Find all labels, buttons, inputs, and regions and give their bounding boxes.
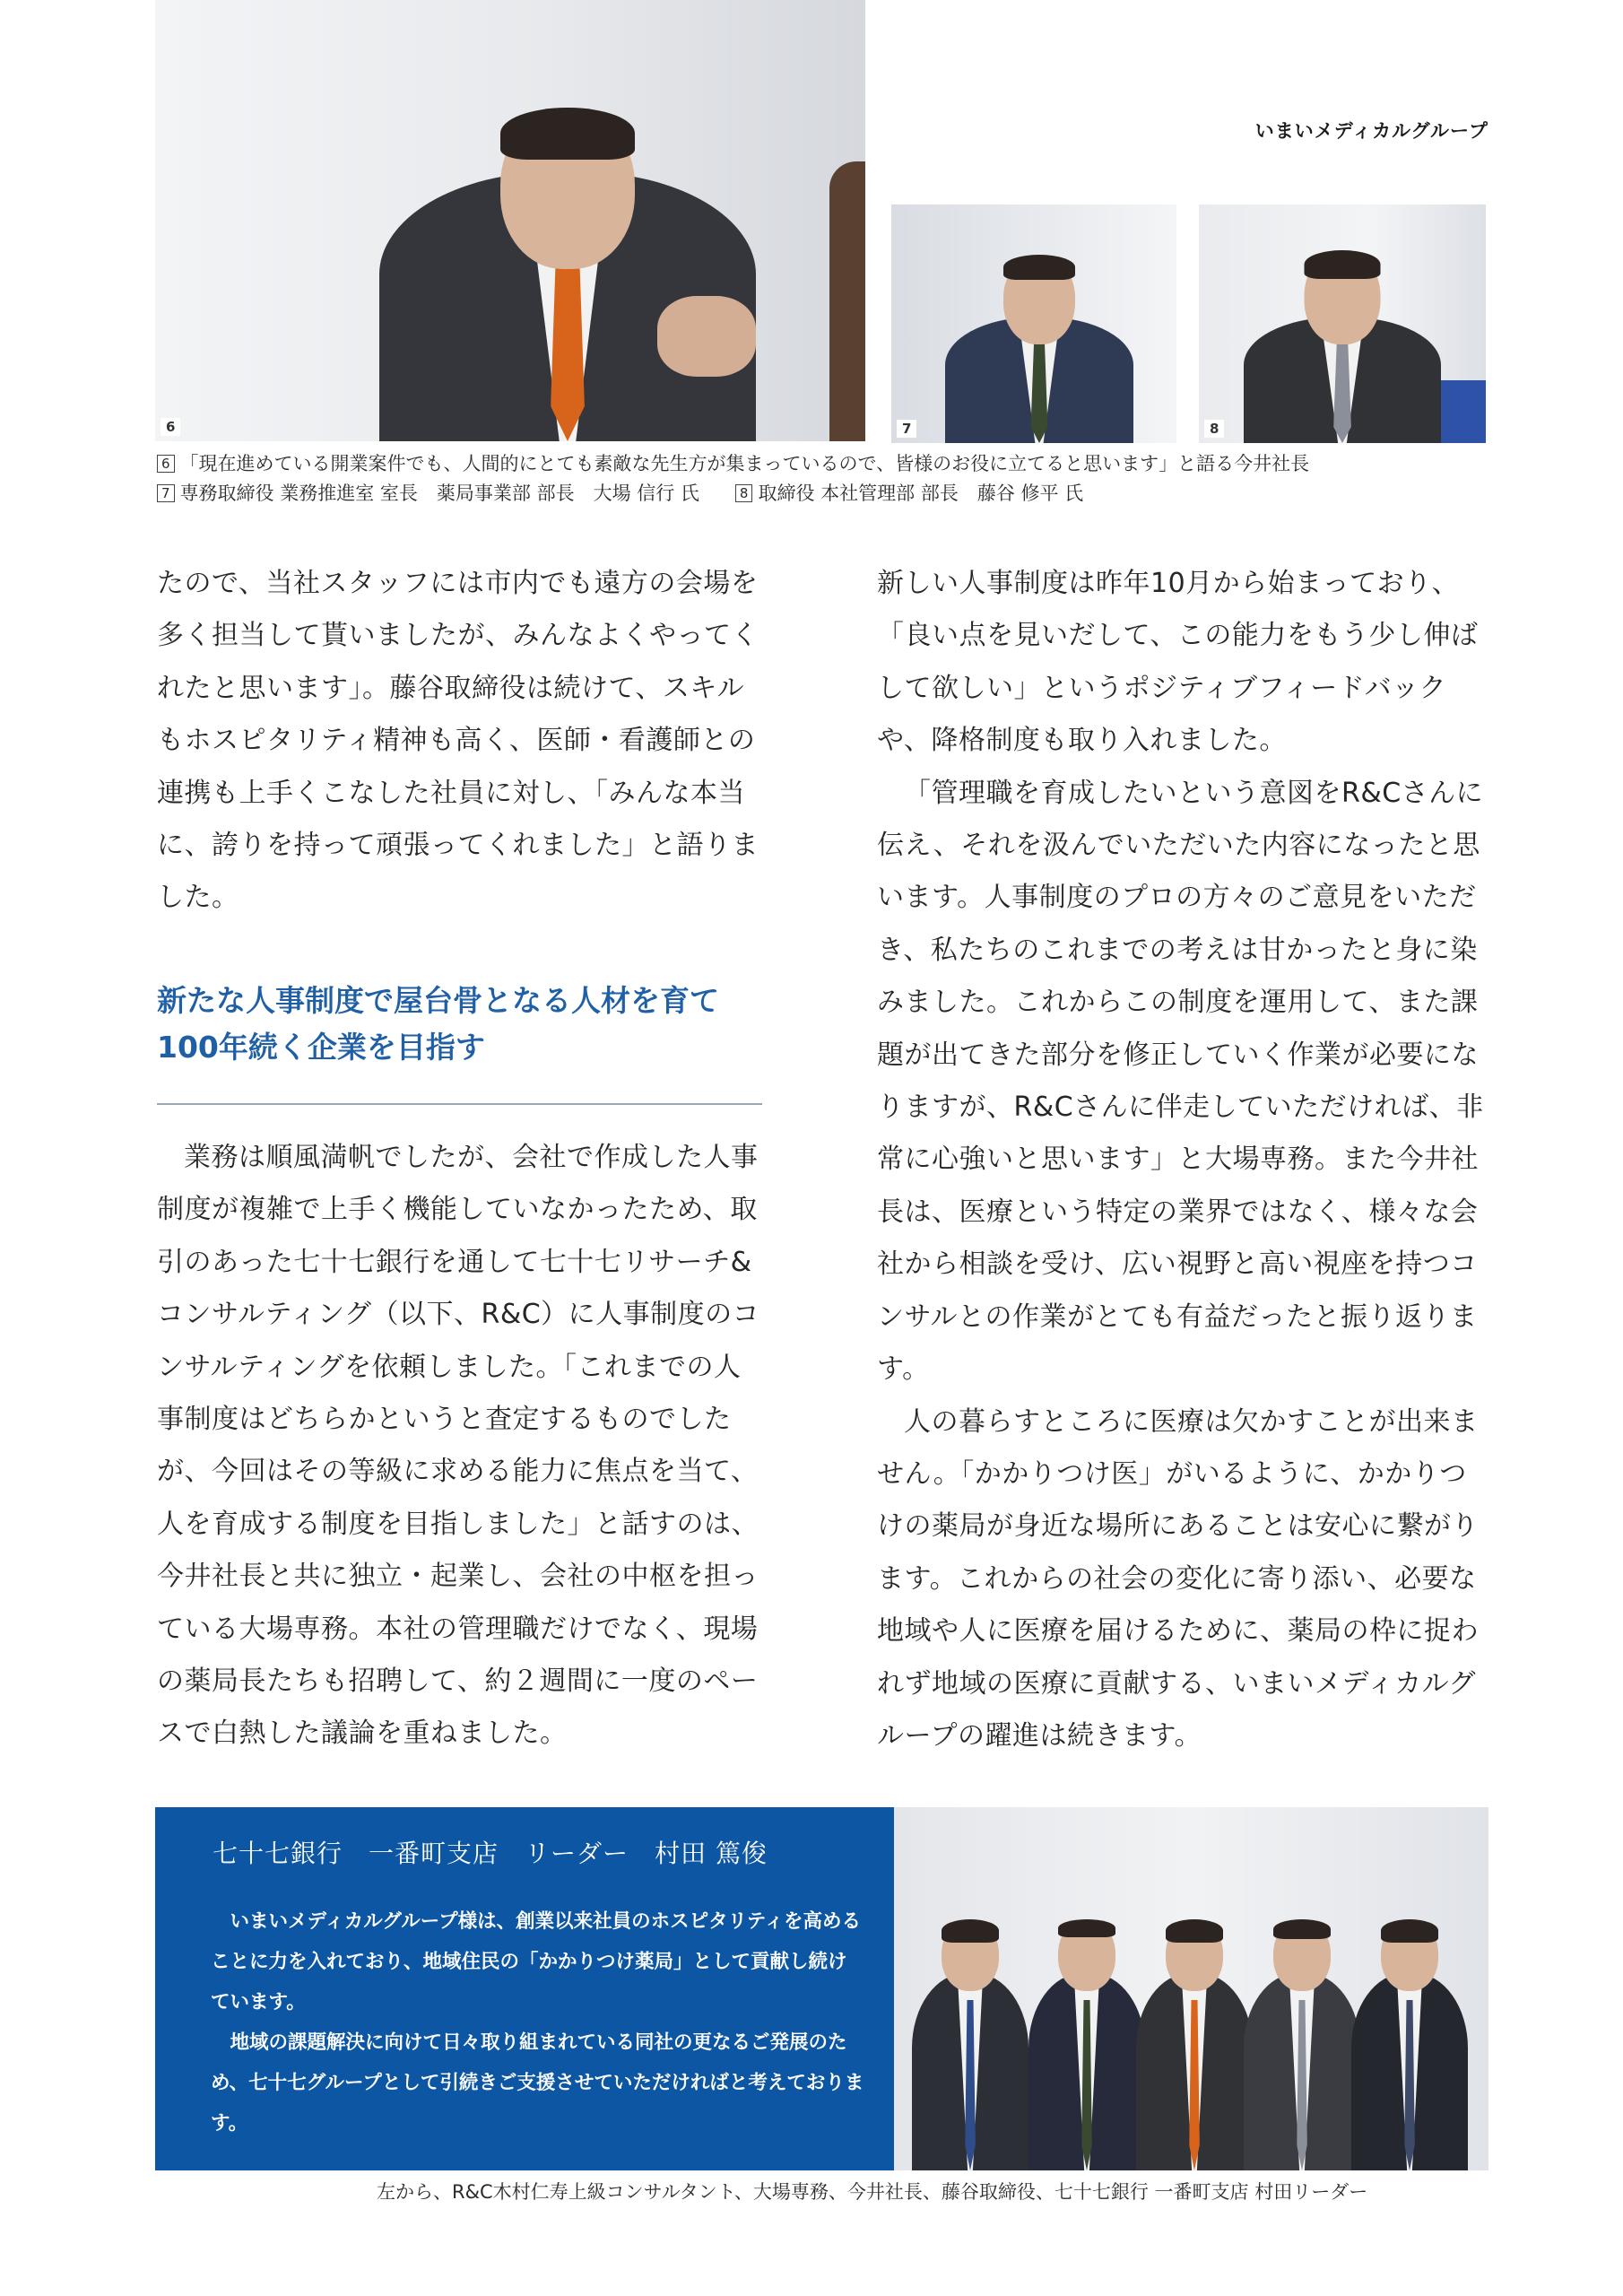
left-column-top (157, 558, 767, 925)
bank-comment-paragraph-1: いまいメディカルグループ様は、創業以来社員のホスピタリティを高めることに力を入れており、地域住民の「かかりつけ薬局」として貢献し続けています。 (211, 1910, 861, 2013)
caption-text-7: 専務取締役 業務推進室 室長 薬局事業部 部長 大場 信行 氏 (179, 483, 699, 504)
group-photo (894, 1807, 1488, 2170)
caption-number-8: 8 (735, 484, 753, 502)
photo-director-fujiya (1199, 204, 1486, 443)
caption-number-6: 6 (157, 455, 175, 473)
bank-leader-name: 七十七銀行 一番町支店 リーダー 村田 篤俊 (213, 1839, 768, 1868)
section-heading-line-2: 100年続く企業を目指す (157, 1030, 485, 1065)
heading-divider (157, 1103, 762, 1105)
caption-text-8: 取締役 本社管理部 部長 藤谷 修平 氏 (758, 483, 1084, 504)
section-heading-line-1: 新たな人事制度で屋台骨となる人材を育て (157, 983, 719, 1018)
left-column-bottom (157, 1132, 767, 1761)
bank-comment-box (155, 1807, 894, 2170)
section-heading (157, 978, 767, 1071)
caption-number-7: 7 (157, 484, 175, 502)
bank-comment-body (211, 1901, 865, 2144)
right-column (877, 558, 1487, 1762)
photo-number-6: 6 (161, 418, 180, 436)
bank-comment-paragraph-2: 地域の課題解決に向けて日々取り組まれている同社の更なるご発展のため、七十七グループとして引続きご支援させていただければと考えております。 (211, 2031, 864, 2135)
brand-label: いまいメディカルグループ (1254, 120, 1488, 142)
photo-president-speaking (155, 0, 865, 441)
left-paragraph-2: 業務は順風満帆でしたが、会社で作成した人事制度が複雑で上手く機能していなかったため、取引のあった七十七銀行を通して七十七リサーチ&コンサルティング（以下、R&C）に人事制度のコンサルティングを依頼しました。「これまでの人事制度はどちらかというと査定するものでしたが、今回はその等級に求める能力に焦点を当て、人を育成する制度を目指しました」と話すのは、今井社長と共に独立・起業し、会社の中枢を担っている大場専務。本社の管理職だけでなく、現場の薬局長たちも招聘して、約２週間に一度のペースで白熱した議論を重ねました。 (157, 1142, 760, 1750)
photo-executive-oba (891, 204, 1176, 443)
photo-number-7: 7 (897, 420, 916, 438)
right-paragraph-2: 「管理職を育成したいという意図をR&Cさんに伝え、それを汲んでいただいた内容になったと思います。人事制度のプロの方々のご意見をいただき、私たちのこれまでの考えは甘かったと身に染みました。これからこの制度を運用して、また課題が出てきた部分を修正していく作業が必要になりますが、R&Cさんに伴走していただければ、非常に心強いと思います」と大場専務。また今井社長は、医療という特定の業界ではなく、様々な会社から相談を受け、広い視野と高い視座を持つコンサルとの作業がとても有益だったと振り返ります。 (877, 777, 1484, 1386)
photo-number-8: 8 (1204, 420, 1224, 438)
group-photo-caption: 左から、R&C木村仁寿上級コンサルタント、大場専務、今井社長、藤谷取締役、七十七銀行 一番町支店 村田リーダー (377, 2181, 1368, 2203)
photo-caption-7-8 (157, 480, 1083, 507)
left-paragraph-1: たので、当社スタッフには市内でも遠方の会場を多く担当して貰いましたが、みんなよくやってくれたと思います」。藤谷取締役は続けて、スキルもホスピタリティ精神も高く、医師・看護師との連携も上手くこなした社員に対し、「みんな本当に、誇りを持って頑張ってくれました」と語りました。 (157, 568, 759, 914)
caption-text-6: 「現在進めている開業案件でも、人間的にとても素敵な先生方が集まっているので、皆様のお役に立てると思います」と語る今井社長 (179, 453, 1310, 474)
right-paragraph-1: 新しい人事制度は昨年10月から始まっており、「良い点を見いだして、この能力をもう少し伸ばして欲しい」というポジティブフィードバックや、降格制度も取り入れました。 (877, 568, 1479, 757)
right-paragraph-3: 人の暮らすところに医療は欠かすことが出来ません。「かかりつけ医」がいるように、かかりつけの薬局が身近な場所にあることは安心に繋がります。これからの社会の変化に寄り添い、必要な地域や人に医療を届けるために、薬局の枠に捉われず地域の医療に貢献する、いまいメディカルグループの躍進は続きます。 (877, 1405, 1479, 1752)
photo-caption-6 (157, 450, 1309, 477)
